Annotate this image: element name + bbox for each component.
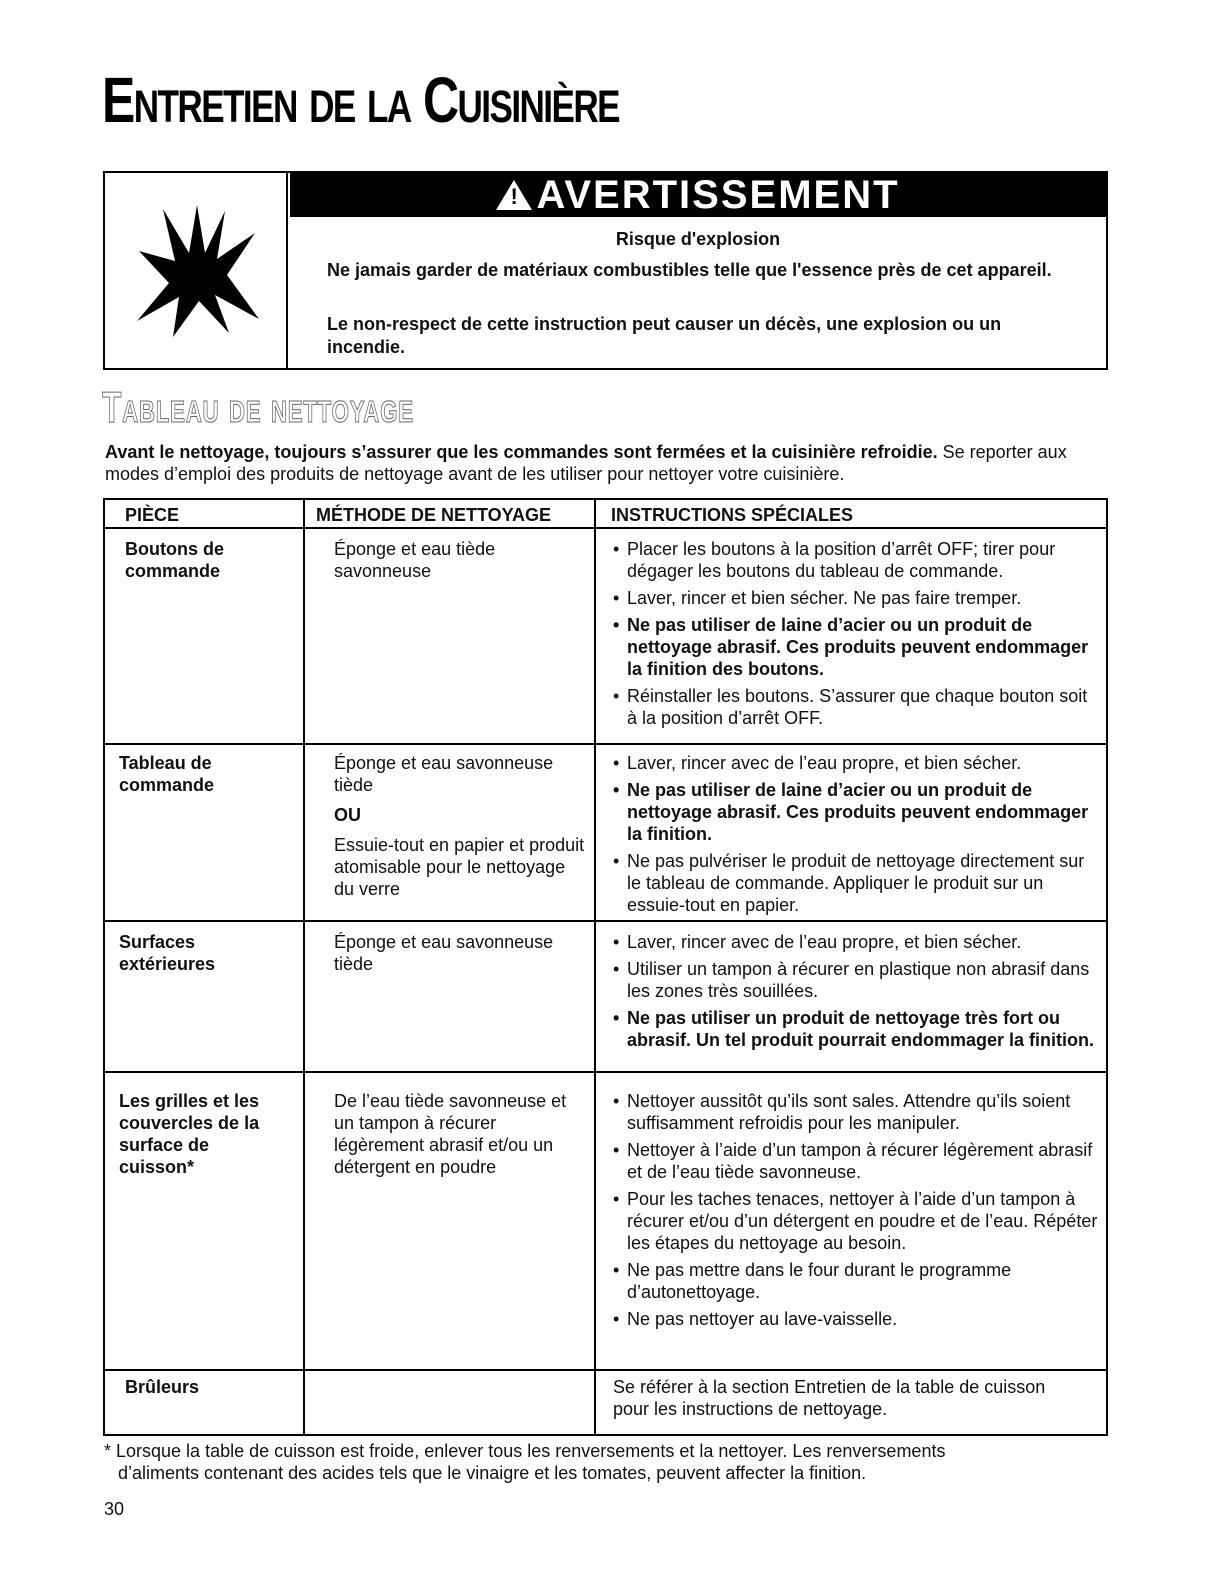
list-item: • Utiliser un tampon à récurer en plastique non abrasif dans les zones très souillées.: [613, 958, 1098, 1002]
warning-header-text: AVERTISSEMENT: [536, 172, 900, 217]
row-4-instructions: [613, 1090, 1098, 1335]
row-2-method-alt: Essuie-tout en papier et produit atomisable pour le nettoyage du verre: [334, 835, 585, 899]
intro-bold: Avant le nettoyage, toujours s’assurer que les commandes sont fermées et la cuisinière refroidie.: [105, 442, 938, 462]
list-item: • Ne pas mettre dans le four durant le programme d’autonettoyage.: [613, 1259, 1098, 1303]
warning-symbol-cell: [105, 173, 288, 368]
explosion-icon: [133, 201, 261, 341]
row-4-piece: Les grilles et les couvercles de la surface de cuisson*: [119, 1091, 260, 1177]
warning-line-1: Ne jamais garder de matériaux combustibles telle que l'essence près de cet appareil.: [327, 260, 1052, 280]
list-item: • Ne pas utiliser de laine d’acier ou un produit de nettoyage abrasif. Ces produits peuvent endommager la finition des boutons.: [613, 614, 1098, 680]
row-1-method: [334, 538, 584, 590]
row-4-method-text: De l’eau tiède savonneuse et un tampon à récurer légèrement abrasif et/ou un détergent en poudre: [334, 1091, 567, 1177]
list-item: • Ne pas nettoyer au lave-vaisselle.: [613, 1308, 1098, 1330]
row-2-method-text: Éponge et eau savonneuse tiède: [334, 753, 554, 795]
header-piece: PIÈCE: [125, 505, 180, 525]
row-2-piece: Tableau de commande: [119, 753, 215, 795]
page-number: 30: [104, 1499, 125, 1519]
row-3-instructions: [613, 931, 1098, 1056]
list-item: • Nettoyer aussitôt qu’ils sont sales. Attendre qu’ils soient suffisamment refroidis pour les manipuler.: [613, 1090, 1098, 1134]
row-2-method-or: OU: [334, 805, 361, 825]
list-item: • Ne pas utiliser de laine d’acier ou un produit de nettoyage abrasif. Ces produits peuvent endommager la finition.: [613, 779, 1098, 845]
warning-triangle-icon: [496, 180, 532, 210]
footnote-line-2: d’aliments contenant des acides tels que le vinaigre et les tomates, peuvent affecter la finition.: [118, 1463, 867, 1483]
warning-header: [290, 173, 1106, 217]
list-item: • Placer les boutons à la position d’arrêt OFF; tirer pour dégager les boutons du tableau de commande.: [613, 538, 1098, 582]
list-item: • Réinstaller les boutons. S’assurer que chaque bouton soit à la position d’arrêt OFF.: [613, 685, 1098, 729]
intro-paragraph: [105, 441, 1110, 485]
list-item: • Nettoyer à l’aide d’un tampon à récurer légèrement abrasif et de l’eau tiède savonneuse.: [613, 1139, 1098, 1183]
section-title: Tableau de nettoyage: [102, 383, 414, 432]
warning-subtitle: Risque d'explosion: [615, 229, 781, 249]
row-1-method-text: Éponge et eau tiède savonneuse: [334, 539, 496, 581]
footnote: [104, 1440, 1114, 1484]
list-item: • Ne pas utiliser un produit de nettoyage très fort ou abrasif. Un tel produit pourrait endommager la finition.: [613, 1007, 1098, 1051]
list-item: • Laver, rincer et bien sécher. Ne pas faire tremper.: [613, 587, 1098, 609]
list-item: • Pour les taches tenaces, nettoyer à l’aide d’un tampon à récurer et/ou d’un détergent en poudre et de l’eau. Répéter les étapes du nettoyage au besoin.: [613, 1188, 1098, 1254]
row-2-instructions: [613, 752, 1098, 921]
cleaning-table: [103, 498, 1108, 1436]
warning-line-2: Le non-respect de cette instruction peut causer un décès, une explosion ou un incendie.: [327, 314, 1002, 357]
page-title: Entretien de la Cuisinière: [102, 64, 619, 136]
list-item: • Laver, rincer avec de l’eau propre, et bien sécher.: [613, 931, 1098, 953]
warning-box: [103, 171, 1108, 370]
row-2-method: [334, 752, 589, 908]
intro-normal: Se reporter aux modes d’emploi des produits de nettoyage avant de les utiliser pour nettoyer votre cuisinière.: [105, 442, 1067, 484]
list-item: • Ne pas pulvériser le produit de nettoyage directement sur le tableau de commande. Appliquer le produit sur un essuie-tout en papier.: [613, 850, 1098, 916]
row-4-method: [334, 1090, 584, 1186]
row-3-method-text: Éponge et eau savonneuse tiède: [334, 932, 554, 974]
header-method: MÉTHODE DE NETTOYAGE: [316, 505, 552, 525]
row-5-instructions: Se référer à la section Entretien de la table de cuisson pour les instructions de nettoyage.: [613, 1377, 1046, 1419]
row-3-piece: Surfaces extérieures: [119, 932, 216, 974]
row-1-instructions: [613, 538, 1098, 734]
row-3-method: [334, 931, 589, 983]
footnote-line-1: * Lorsque la table de cuisson est froide, enlever tous les renversements et la nettoyer. Les renversements: [104, 1441, 946, 1461]
list-item: • Laver, rincer avec de l’eau propre, et bien sécher.: [613, 752, 1098, 774]
header-instructions: INSTRUCTIONS SPÉCIALES: [611, 505, 854, 525]
row-1-piece: Boutons de commande: [125, 539, 224, 581]
row-5-piece: Brûleurs: [125, 1377, 200, 1397]
